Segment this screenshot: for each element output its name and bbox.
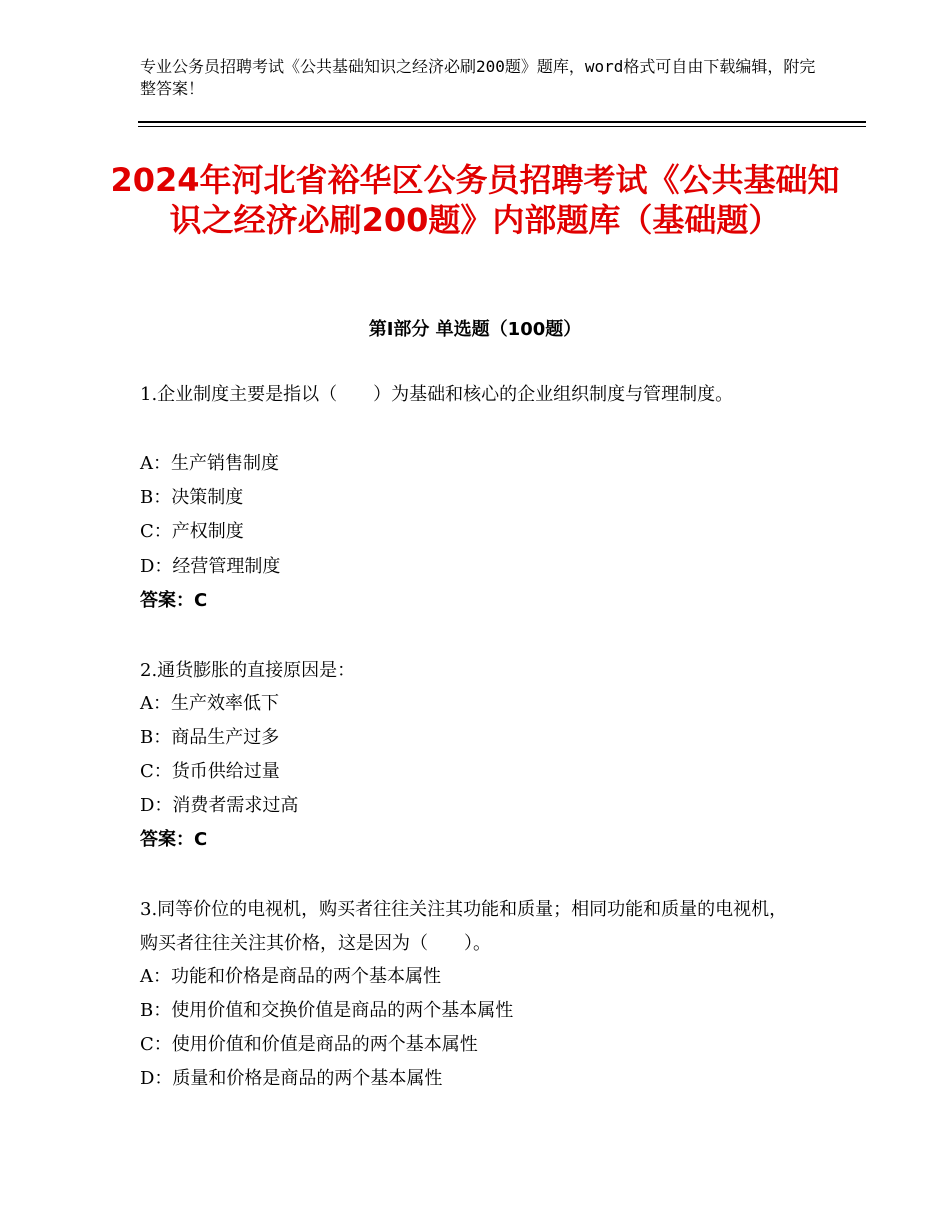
option-a: A：功能和价格是商品的两个基本属性 (140, 966, 441, 987)
document-title: 2024年河北省裕华区公务员招聘考试《公共基础知识之经济必刷200题》内部题库（基础题） (110, 161, 840, 239)
option-a: A：生产销售制度 (140, 453, 279, 474)
question-stem: 2.通货膨胀的直接原因是： (140, 660, 356, 681)
header-rule-thin (138, 126, 866, 127)
answer-line: 答案：C (140, 590, 208, 611)
option-d: D：经营管理制度 (140, 556, 281, 577)
header-note: 专业公务员招聘考试《公共基础知识之经济必刷200题》题库，word格式可自由下载编辑，附完整答案！ (140, 57, 816, 98)
option-b: B：使用价值和交换价值是商品的两个基本属性 (140, 1000, 514, 1021)
answer-line: 答案：C (140, 829, 208, 850)
header-rule-thick (138, 121, 866, 123)
option-b: B：商品生产过多 (140, 727, 280, 748)
option-c: C：使用价值和价值是商品的两个基本属性 (140, 1034, 478, 1055)
option-c: C：货币供给过量 (140, 761, 280, 782)
option-d: D：消费者需求过高 (140, 795, 299, 816)
section-heading: 第Ⅰ部分 单选题（100题） (368, 319, 582, 340)
option-c: C：产权制度 (140, 521, 244, 542)
question-stem: 3.同等价位的电视机，购买者往往关注其功能和质量；相同功能和质量的电视机，购买者往往关注其价格，这是因为（ ）。 (140, 899, 788, 954)
question-stem: 1.企业制度主要是指以（ ）为基础和核心的企业组织制度与管理制度。 (140, 384, 734, 405)
option-a: A：生产效率低下 (140, 693, 279, 714)
option-b: B：决策制度 (140, 487, 244, 508)
option-d: D：质量和价格是商品的两个基本属性 (140, 1068, 443, 1089)
